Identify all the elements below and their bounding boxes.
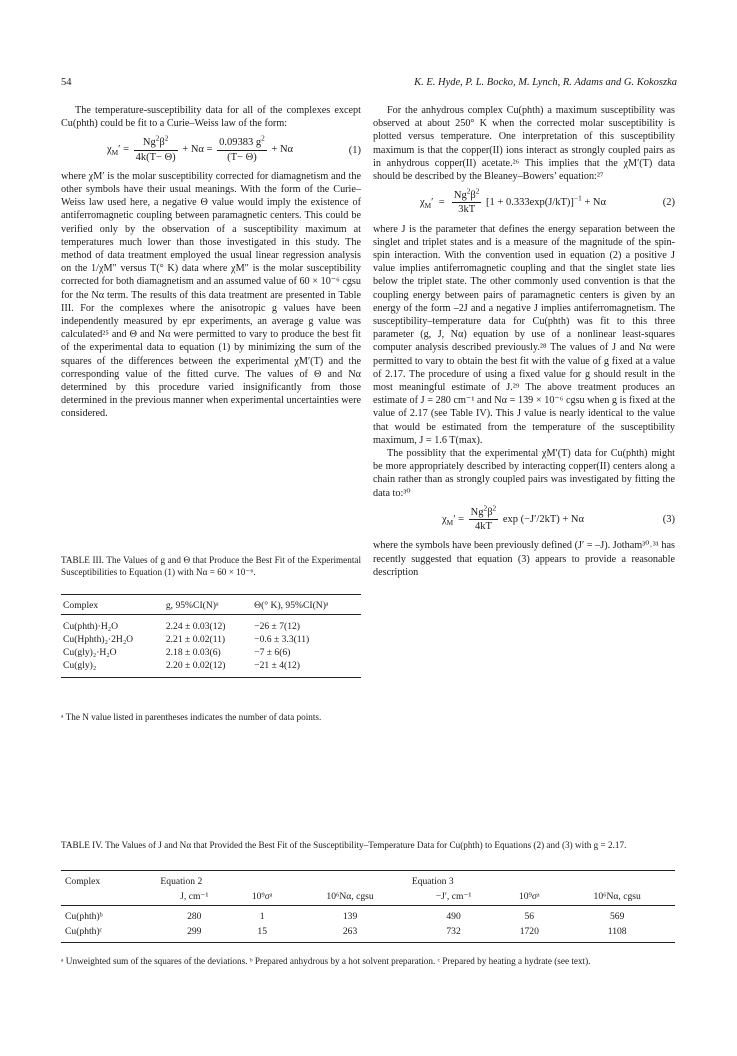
table4-header: −J′, cm⁻¹ [408, 889, 499, 906]
equation-2: $\chi_M'$ = $\frac{Ng^2\beta^2}{3kT}$ $[1 + 0.333\exp(J/kT)]^{-1} + N\alpha$ (2) [419, 186, 675, 216]
table-cell: −26 ± 7(12) [254, 621, 301, 632]
table4-header: 10⁹σᵃ [499, 889, 559, 906]
left-para-1: The temperature-susceptibility data for all of the complexes except Cu(phth) could be fit to a Curie–Weiss law of the form: [61, 105, 361, 130]
table4-header: 10⁹σᵃ [232, 889, 292, 906]
table-cell: 1 [259, 911, 265, 922]
table-cell: Cu(Hphth)₂·2H₂O [63, 634, 134, 645]
table-cell: −21 ± 4(12) [252, 659, 361, 678]
table-cell: −0.6 ± 3.3(11) [254, 634, 310, 645]
left-para-2: where χM′ is the molar susceptibility corrected for diamagnetism and the other symbols have their usual meanings. With the form of the Curie–Weiss law used here, a negative Θ value would imply the existence of antiferromagnetic coupling between paramagnetic centers. This could be verified only by the observation of a susceptibility maximum at temperatures much lower than those investigated in this study. The method of data treatment employed the usual linear regression analysis on the 1/χM″ versus T(° K) data where χM″ is the molar susceptibility corrected for both diamagnetism and an assumed value of 60 × 10⁻⁶ cgsu for the Nα term. The results of this data treatment are presented in Table III. For the complexes where the anisotropic g values have been independently measured by epr experiments, an average g value was calculated²⁵ and Θ and Nα were permitted to vary to produce the best fit of the experimental data to equation (1) by minimizing the sum of the squares of the differences between the experimental χM′(T) and the corresponding value of the fitted curve. The values of Θ and Nα determined by this procedure varied insignificantly from those determined in the previous manner when experimental uncertainties were considered. [61, 170, 361, 420]
right-para-4: where the symbols have been previously defined (J′ = –J). Jotham³⁰˒³¹ has recently suggested that equation (3) appears to provide a reasonable description [373, 540, 675, 578]
table-cell: 1108 [559, 924, 675, 943]
table3-header: g, 95%CI(N)ᵃ [164, 595, 252, 615]
left-column [61, 104, 361, 421]
table-row [61, 659, 361, 678]
table-cell: Cu(phth)·H₂O [63, 621, 119, 632]
table-cell: 280 [187, 911, 202, 922]
table-cell: 2.24 ± 0.03(12) [165, 621, 226, 632]
table-cell: 2.20 ± 0.02(12) [164, 659, 252, 678]
table3-header: Θ(° K), 95%CI(N)ᵃ [252, 595, 361, 615]
table-cell: 2.21 ± 0.02(11) [165, 634, 226, 645]
table-cell: Cu(phth)ᵇ [65, 911, 103, 922]
equation-2-number: (2) [662, 197, 675, 209]
table4-header: Equation 2 [156, 871, 407, 890]
table4-header: J, cm⁻¹ [156, 889, 232, 906]
table3 [61, 594, 361, 678]
right-para-2: where J is the parameter that defines the energy separation between the singlet and triplet states and is a measure of the magnitude of the spin-spin interaction. With the convention used in equation (2) a positive J value implies antiferromagnetic coupling and that the singlet state lies below the triplet state. The other commonly used convention is that the coupling energy between pairs of paramagnetic centers is given by an energy of the form –2J and a negative J implies antiferromagnetism. The susceptibility–temperature data for Cu(phth) was fit to this three parameter (g, J, Nα) equation by use of a nonlinear least-squares computer analysis described previously.²⁸ The values of J and Nα were permitted to vary to obtain the best fit with the value of g fixed at a value of 2.17. The procedure of using a fixed value for g should result in the most meaningful estimate of J.²⁹ The above treatment produces an estimate of J = 280 cm⁻¹ and Nα = 139 × 10⁻⁶ cgsu when g is fixed at the value of 2.17 (see Table IV). This J value is nearly identical to the value that would be estimated from the temperature of the susceptibility maximum, J = 1.6 T(max). [373, 223, 675, 446]
table-row [61, 615, 361, 634]
table3-caption: TABLE III. The Values of g and Θ that Produce the Best Fit of the Experimental Susceptibilities to Equation (1) with Nα = 60 × 10⁻⁶. [61, 555, 361, 577]
right-para-3: The possiblity that the experimental χM′(T) data for Cu(phth) might be more appropriately described by interacting copper(II) centers along a chain rather than as strongly coupled pairs was investigated by fitting the data to:³⁰ [373, 448, 675, 499]
equation-1-number: (1) [348, 144, 361, 156]
table-cell: 56 [524, 911, 535, 922]
table-cell: 299 [156, 924, 232, 943]
table4-header: 10⁶Nα, cgsu [559, 889, 675, 906]
table-cell: 2.18 ± 0.03(6) [165, 647, 221, 658]
right-para-1: For the anhydrous complex Cu(phth) a maximum susceptibility was observed at about 250° K when the corrected molar susceptibility is plotted versus temperature. One interpretation of this susceptibility maximum is that the copper(II) ions interact as strongly coupled pairs as in anhydrous copper(II) acetate.²⁶ This implies that the χM′(T) data should be described by the Bleaney–Bowers’ equation:²⁷ [373, 105, 675, 183]
table-row [61, 646, 361, 659]
table-cell: 139 [342, 911, 358, 922]
table4-header [61, 889, 156, 906]
table-cell: 263 [292, 924, 408, 943]
table3-header: Complex [61, 595, 164, 615]
page-number: 54 [61, 77, 72, 88]
table-cell: 569 [609, 911, 625, 922]
table4-caption: TABLE IV. The Values of J and Nα that Provided the Best Fit of the Susceptibility–Temperature Data for Cu(phth) to Equations (2) and (3) with g = 2.17. [61, 840, 627, 850]
equation-1: $\chi_M'$ = $\frac{Ng^2\beta^2}{4k(T- \Theta)}$ + Nα = $\frac{0.09383 g^2}{(T- \Theta)}$ + Nα (1) [106, 133, 361, 163]
running-head: K. E. Hyde, P. L. Bocko, M. Lynch, R. Adams and G. Kokoszka [414, 77, 677, 88]
equation-3-number: (3) [662, 513, 675, 525]
table4 [61, 870, 675, 943]
table3-footnote: ᵃ The N value listed in parentheses indicates the number of data points. [61, 712, 322, 722]
table-cell: Cu(gly)₂·H₂O [63, 647, 117, 658]
table4-header: 10⁶Nα, cgsu [292, 889, 408, 906]
table4-group-header-row [61, 871, 675, 890]
table3-header-row [61, 595, 361, 615]
table-cell: Cu(gly)₂ [61, 659, 164, 678]
table-cell: −7 ± 6(6) [254, 647, 291, 658]
table-row [61, 924, 675, 943]
table-cell: Cu(phth)ᶜ [61, 924, 156, 943]
equation-3: $\chi_M'$ = $\frac{Ng^2\beta^2}{4kT}$ exp (−J′/2kT) + Nα (3) [442, 503, 675, 533]
table-cell: 1720 [499, 924, 559, 943]
right-column [373, 104, 675, 579]
table-cell: 732 [408, 924, 499, 943]
table-row [61, 906, 675, 925]
table-cell: 490 [446, 911, 461, 922]
table4-footnote: ᵃ Unweighted sum of the squares of the deviations. ᵇ Prepared anhydrous by a hot solvent preparation. ᶜ Prepared by heating a hydrate (see text). [61, 956, 591, 966]
table-row [61, 633, 361, 646]
table-cell: 15 [232, 924, 292, 943]
table4-header: Complex [61, 871, 156, 890]
table4-sub-header-row [61, 889, 675, 906]
table4-header: Equation 3 [408, 871, 675, 890]
